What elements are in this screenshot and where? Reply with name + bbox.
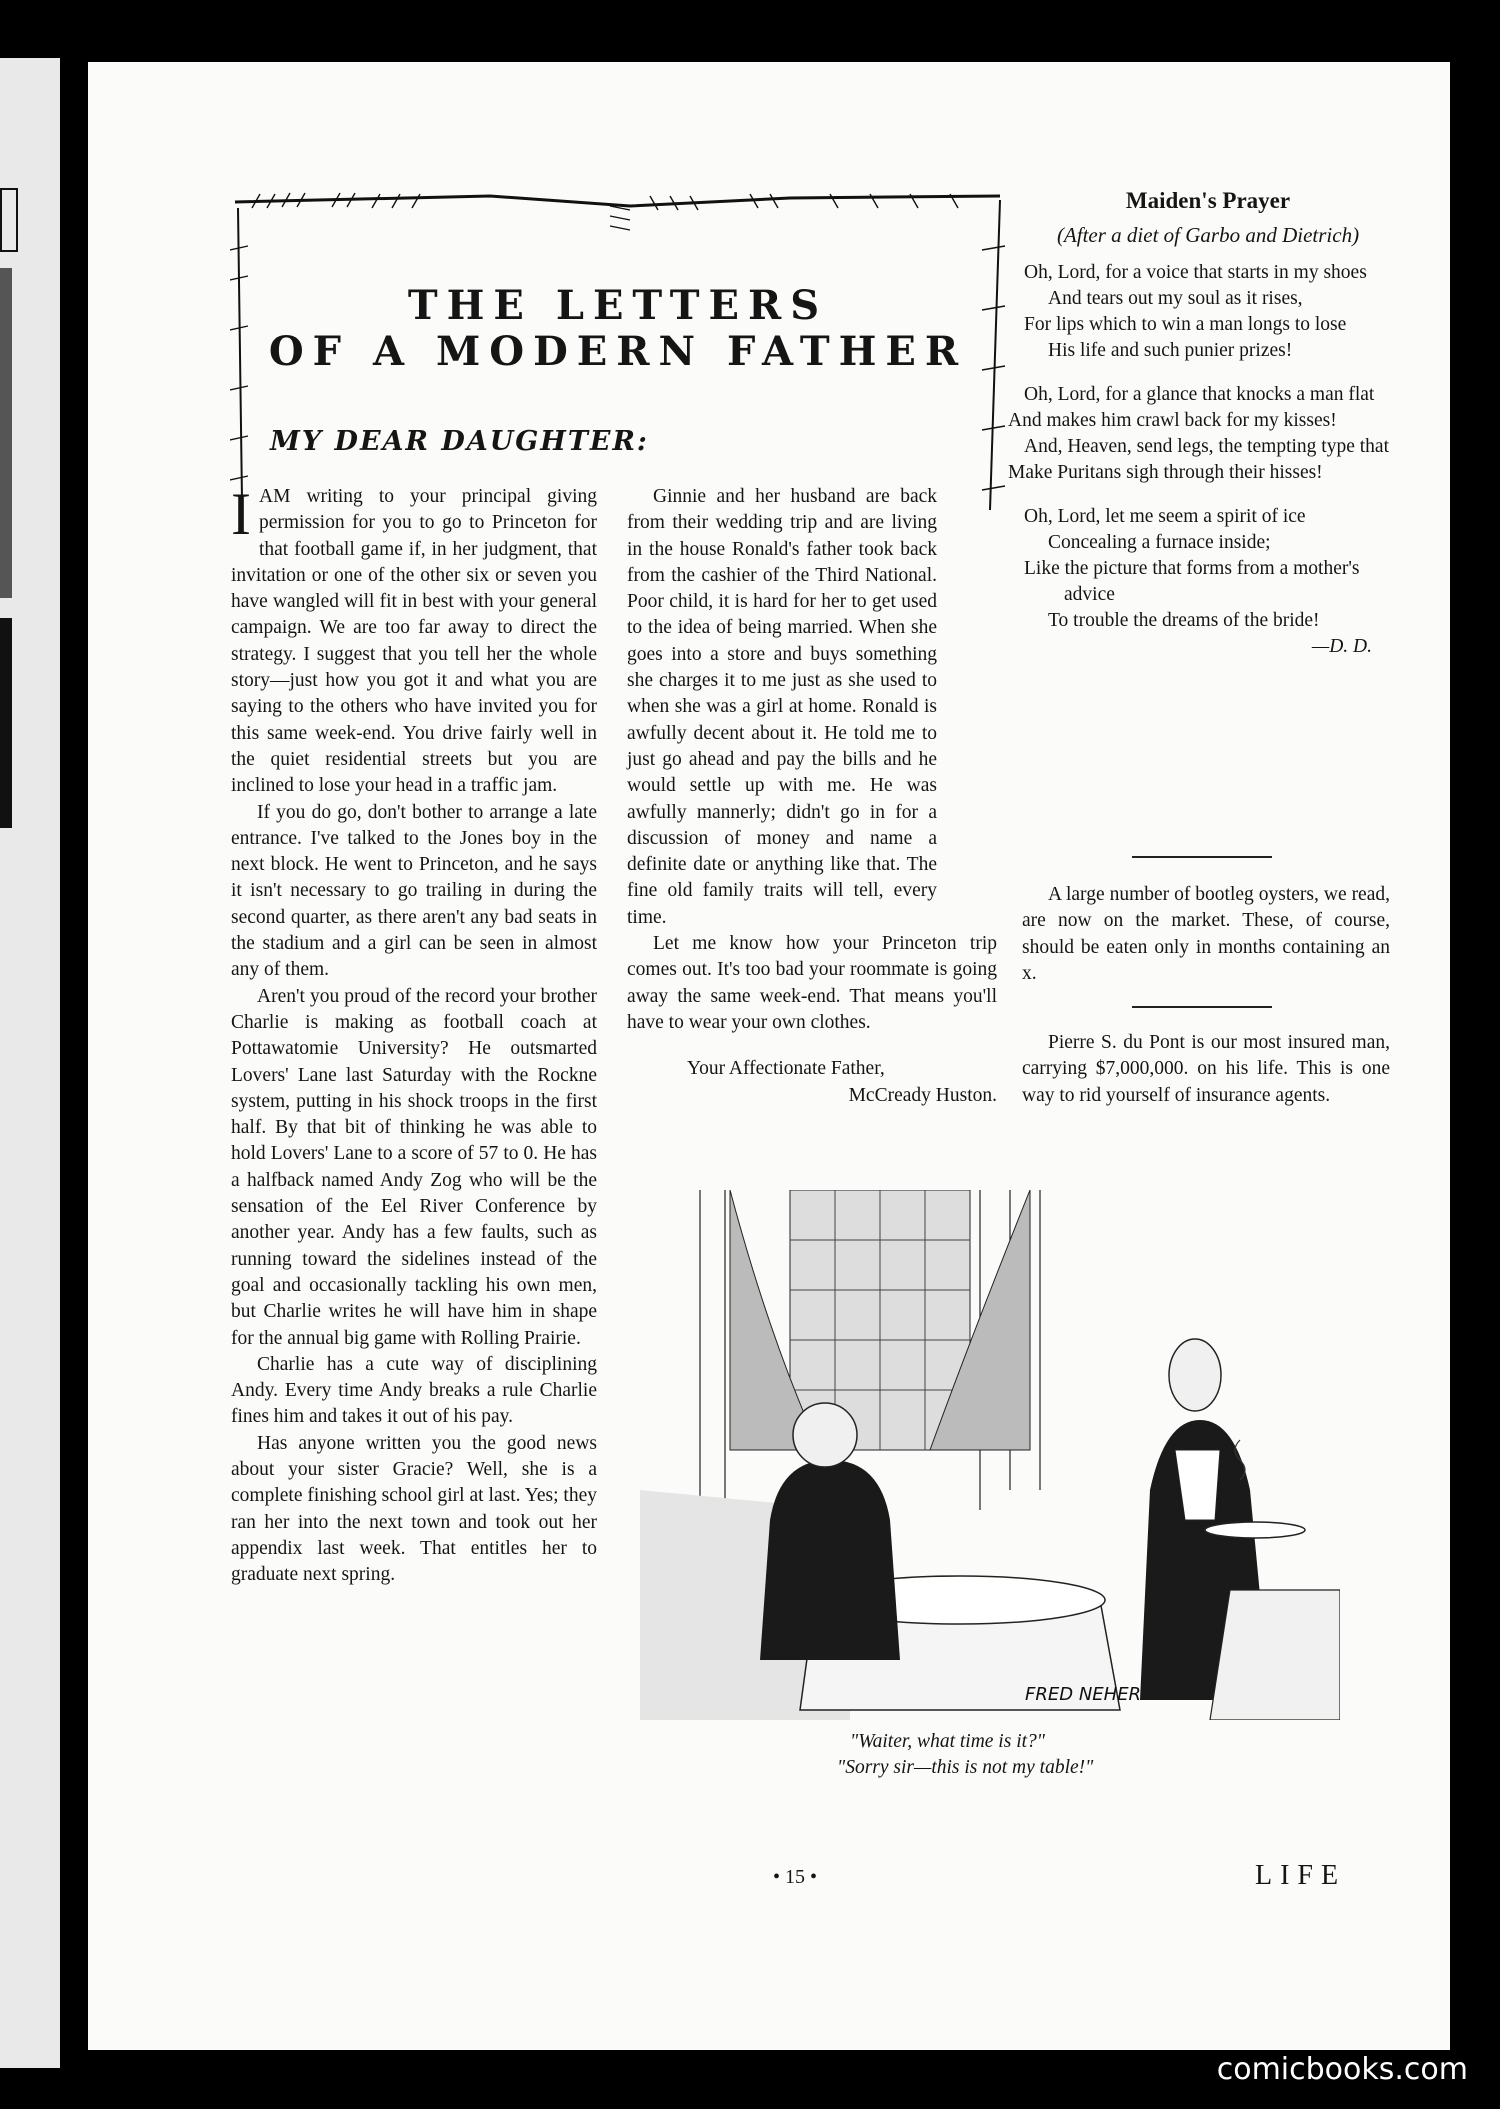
- salutation: MY DEAR DAUGHTER:: [270, 426, 649, 457]
- poem-line: His life and such punier prizes!: [1048, 340, 1293, 361]
- previous-page-edge: [0, 58, 60, 2068]
- paragraph: [231, 481, 597, 800]
- paragraph-text: AM writing to your principal giving permission for you to go to Princeton for that football game if, in her judgment, that invitation or one of the other six or seven you have wangled will fit in best with your general campaign. We are too far away to direct the strategy. I suggest that you tell her the whole story—just how you got it and what you are saying to the others who have invited you for this same week-end. You drive fairly well in the quiet residential streets but you are inclined to lose your head in a traffic jam.: [231, 486, 597, 797]
- paragraph: Let me know how your Princeton trip comes out. It's too bad your roommate is going away the same week-end. That means you'll have to wear your own clothes.: [627, 933, 997, 1033]
- previous-page-fragment: [0, 268, 12, 598]
- poem-line: To trouble the dreams of the bride!: [1048, 610, 1320, 631]
- magazine-name: LIFE: [1255, 1860, 1347, 1891]
- paragraph: If you do go, don't bother to arrange a late entrance. I've talked to the Jones boy in the next block. He went to Princeton, and he says it isn't necessary to go trailing in during the second quarter, as there aren't any bad seats in the stadium and a girl can be seen in almost any of them.: [231, 801, 597, 981]
- cartoon-caption-line-2: "Sorry sir—this is not my table!": [837, 1757, 1094, 1778]
- stanza: [1024, 504, 1392, 634]
- title-line-1: THE LETTERS: [407, 282, 829, 329]
- title-line-2: OF A MODERN FATHER: [268, 328, 968, 375]
- paragraph: A large number of bootleg oysters, we read, are now on the market. These, of course, should be eaten only in months containing an x.: [1022, 884, 1390, 984]
- poem-line: Oh, Lord, for a glance that knocks a man flat: [1024, 384, 1375, 405]
- poem-line: Make Puritans sigh through their hisses!: [1008, 462, 1323, 483]
- previous-page-fragment: [0, 618, 12, 828]
- poem-line: Oh, Lord, for a voice that starts in my shoes: [1024, 262, 1367, 283]
- page-number: • 15 •: [773, 1866, 818, 1888]
- divider: [1132, 856, 1272, 858]
- poem-line: Oh, Lord, let me seem a spirit of ice: [1024, 506, 1306, 527]
- cartoon-caption-line-1: "Waiter, what time is it?": [850, 1731, 1045, 1752]
- paragraph: Has anyone written you the good news about your sister Gracie? Well, she is a complete finishing school girl at last. Yes; they ran her into the next town and took out her appendix last week. That entitles her to graduate next spring.: [231, 1432, 597, 1586]
- poem-line: For lips which to win a man longs to lose: [1024, 314, 1347, 335]
- paragraph: Aren't you proud of the record your brother Charlie is making as football coach at Pottawatomie University? He outsmarted Lovers' Lane last Saturday with the Rockne system, putting in his shock troops in the first half. By that bit of thinking he was able to hold Lovers' Lane to a score of 57 to 0. He has a halfback named Andy Zog who will be the sensation of the Eel River Conference by another year. Andy has a few faults, such as running toward the sidelines instead of the goal and occasionally tackling his own men, but Charlie writes he will have him in shape for the annual big game with Rolling Prairie.: [231, 985, 597, 1349]
- watermark: comicbooks.com: [1216, 2052, 1468, 2087]
- poem-line: Like the picture that forms from a mother's advice: [1024, 558, 1360, 605]
- restaurant-cartoon: [630, 1190, 1340, 1720]
- cartoon-signature: FRED NEHER: [1025, 1684, 1142, 1705]
- stanza: [1008, 382, 1392, 486]
- poem-title: Maiden's Prayer: [1125, 188, 1291, 213]
- oysters-item: [1022, 882, 1390, 987]
- drop-cap: I: [231, 481, 251, 547]
- signature: McCready Huston.: [848, 1084, 997, 1106]
- previous-page-fragment: [0, 188, 18, 252]
- poem-author: —D. D.: [1311, 636, 1372, 657]
- poem-line: And makes him crawl back for my kisses!: [1008, 410, 1337, 431]
- dupont-item: [1022, 1030, 1390, 1109]
- paragraph: Pierre S. du Pont is our most insured man, carrying $7,000,000. on his life. This is one way to rid yourself of insurance agents.: [1022, 1032, 1390, 1106]
- closing: Your Affectionate Father,: [687, 1058, 885, 1080]
- article-title: [234, 196, 1002, 508]
- poem-line: And tears out my soul as it rises,: [1048, 288, 1303, 309]
- poem: [1008, 188, 1392, 660]
- paragraph: Ginnie and her husband are back from their wedding trip and are living in the house Ronald's father took back from the cashier of the Third National. Poor child, it is hard for her to get used to the idea of being married. When she goes into a store and buys something she charges it to me just as she used to when she was a girl at home. Ronald is awfully decent about it. He told me to just go ahead and pay the bills and he would settle up with me. He was awfully mannerly; didn't go in for a discussion of money and name a definite date or anything like that. The fine old family traits will tell, every time.: [627, 486, 937, 928]
- stanza: [1024, 260, 1392, 364]
- paragraph: Charlie has a cute way of disciplining Andy. Every time Andy breaks a rule Charlie fines him and takes it out of his pay.: [231, 1353, 597, 1428]
- divider: [1132, 1006, 1272, 1008]
- article-column-2: [627, 484, 997, 1109]
- poem-line: Concealing a furnace inside;: [1048, 532, 1271, 553]
- article-column-1: [231, 481, 597, 1588]
- poem-line: And, Heaven, send legs, the tempting type that: [1024, 436, 1389, 457]
- poem-subtitle: (After a diet of Garbo and Dietrich): [1056, 223, 1360, 247]
